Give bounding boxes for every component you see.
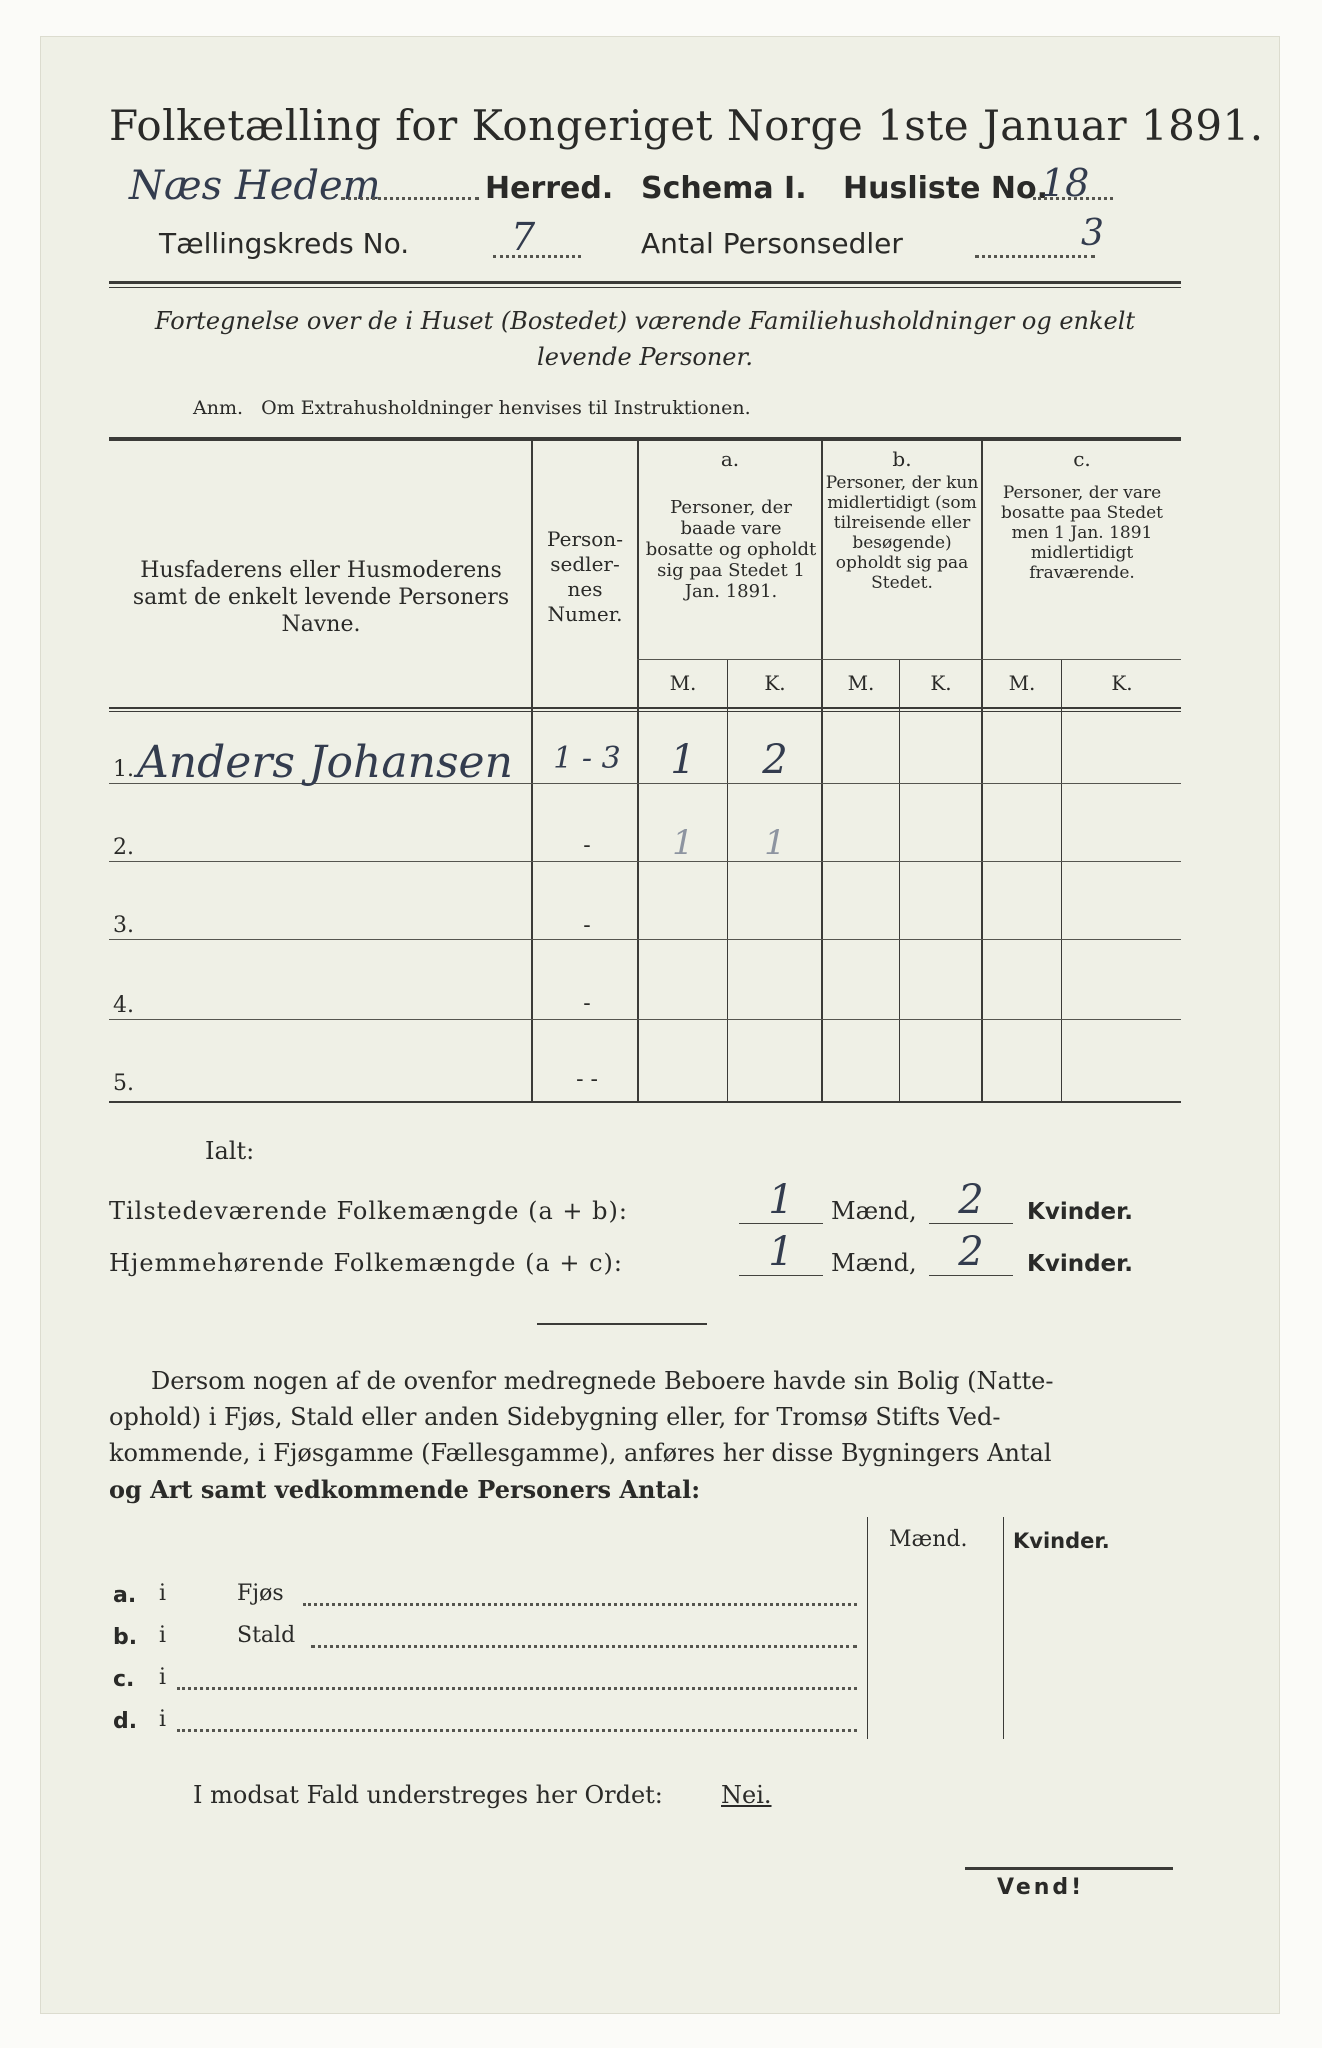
row-5-num: 5. — [113, 1071, 134, 1096]
col-c-k: K. — [1111, 671, 1133, 695]
ialt-label: Ialt: — [205, 1137, 255, 1165]
anm-note: Anm. Om Extrahusholdninger henvises til Instruktionen. — [193, 397, 751, 419]
item-a-label: Fjøs — [237, 1581, 284, 1606]
col-header-a: Personer, der baade vare bosatte og opholdt sig paa Stedet 1 Jan. 1891. — [645, 497, 817, 602]
hjemme-label: Hjemmehørende Folkemængde (a + c): — [109, 1249, 623, 1277]
kreds-label: Tællingskreds No. — [159, 227, 410, 260]
buildings-para-1: Dersom nogen af de ovenfor medregnede Beboere havde sin Bolig (Natte- — [151, 1367, 1054, 1395]
col-header-numer: Person-sedler-nes Numer. — [547, 527, 623, 626]
row-2-a-k: 1 — [764, 823, 786, 863]
item-a-i: i — [159, 1581, 167, 1606]
buildings-para-2: ophold) i Fjøs, Stald eller anden Sidebygning eller, for Tromsø Stifts Ved- — [109, 1403, 1001, 1431]
col-b-m: M. — [847, 671, 875, 695]
tilsted-kvinder-label: Kvinder. — [1027, 1199, 1133, 1225]
row-3-sedler: - — [583, 913, 591, 938]
tilsted-maend-label: Mænd, — [831, 1197, 917, 1225]
row-1-a-m: 1 — [670, 737, 696, 783]
item-c-letter: c. — [113, 1667, 135, 1692]
vend-text: Vend! — [997, 1875, 1085, 1900]
herred-label: Herred. — [485, 171, 614, 206]
hjemme-kvinder-value: 2 — [958, 1229, 984, 1275]
herred-value: Næs Hedem — [129, 163, 381, 209]
tilsted-kvinder-value: 2 — [958, 1177, 984, 1223]
item-a-letter: a. — [113, 1583, 137, 1608]
row-1-sedler: 1 - 3 — [553, 741, 621, 776]
husliste-value: 18 — [1041, 161, 1090, 205]
col-header-names: Husfaderens eller Husmoderens samt de enkelt levende Personers Navne. — [132, 558, 510, 637]
buildings-kvinder-head: Kvinder. — [1013, 1529, 1110, 1553]
tilsted-maend-value: 1 — [768, 1177, 794, 1223]
item-c-i: i — [159, 1665, 167, 1690]
buildings-maend-head: Mænd. — [889, 1527, 968, 1552]
item-d-letter: d. — [113, 1709, 138, 1734]
row-2-num: 2. — [113, 835, 134, 860]
modsat-text: I modsat Fald understreges her Ordet: — [193, 1781, 663, 1809]
col-a-letter: a. — [720, 447, 740, 471]
buildings-para-3: kommende, i Fjøsgamme (Fællesgamme), anføres her disse Bygningers Antal — [109, 1439, 1052, 1467]
col-c-letter: c. — [1073, 447, 1091, 471]
item-b-letter: b. — [113, 1625, 138, 1650]
row-1-a-k: 2 — [762, 737, 788, 783]
col-header-b: Personer, der kun midlertidigt (som tilreisende eller besøgende) opholdt sig paa Stedet. — [825, 473, 979, 593]
antal-value: 3 — [1081, 213, 1104, 254]
row-1-num: 1. — [113, 757, 134, 782]
col-a-k: K. — [764, 671, 786, 695]
intro-line-2: levende Personer. — [537, 343, 753, 371]
col-b-letter: b. — [892, 447, 912, 471]
kreds-value: 7 — [511, 215, 536, 259]
row-4-num: 4. — [113, 993, 134, 1018]
husliste-label: Husliste No. — [843, 171, 1048, 206]
row-4-sedler: - — [583, 991, 591, 1016]
item-d-i: i — [159, 1707, 167, 1732]
col-header-c: Personer, der vare bosatte paa Stedet men 1 Jan. 1891 midlertidigt fraværende. — [1001, 483, 1163, 583]
tilsted-label: Tilstedeværende Folkemængde (a + b): — [109, 1197, 628, 1225]
separator — [537, 1323, 707, 1325]
form-title: Folketælling for Kongeriget Norge 1ste Januar 1891. — [109, 101, 1264, 150]
schema-label: Schema I. — [641, 171, 807, 206]
buildings-para-4: og Art samt vedkommende Personers Antal: — [109, 1475, 701, 1504]
census-form-page — [40, 36, 1280, 2014]
item-b-i: i — [159, 1623, 167, 1648]
col-c-m: M. — [1008, 671, 1036, 695]
row-5-sedler: - - — [576, 1067, 598, 1092]
antal-label: Antal Personsedler — [641, 227, 903, 260]
row-3-num: 3. — [113, 913, 134, 938]
row-2-sedler: - — [583, 833, 591, 858]
intro-line-1: Fortegnelse over de i Huset (Bostedet) værende Familiehusholdninger og enkelt — [154, 307, 1136, 335]
col-a-m: M. — [669, 671, 697, 695]
hjemme-maend-value: 1 — [768, 1229, 794, 1275]
col-b-k: K. — [930, 671, 952, 695]
hjemme-kvinder-label: Kvinder. — [1027, 1251, 1133, 1277]
nei-word: Nei. — [721, 1781, 772, 1809]
hjemme-maend-label: Mænd, — [831, 1249, 917, 1277]
row-1-name: Anders Johansen — [137, 737, 513, 788]
item-b-label: Stald — [237, 1623, 296, 1648]
row-2-a-m: 1 — [672, 823, 694, 863]
